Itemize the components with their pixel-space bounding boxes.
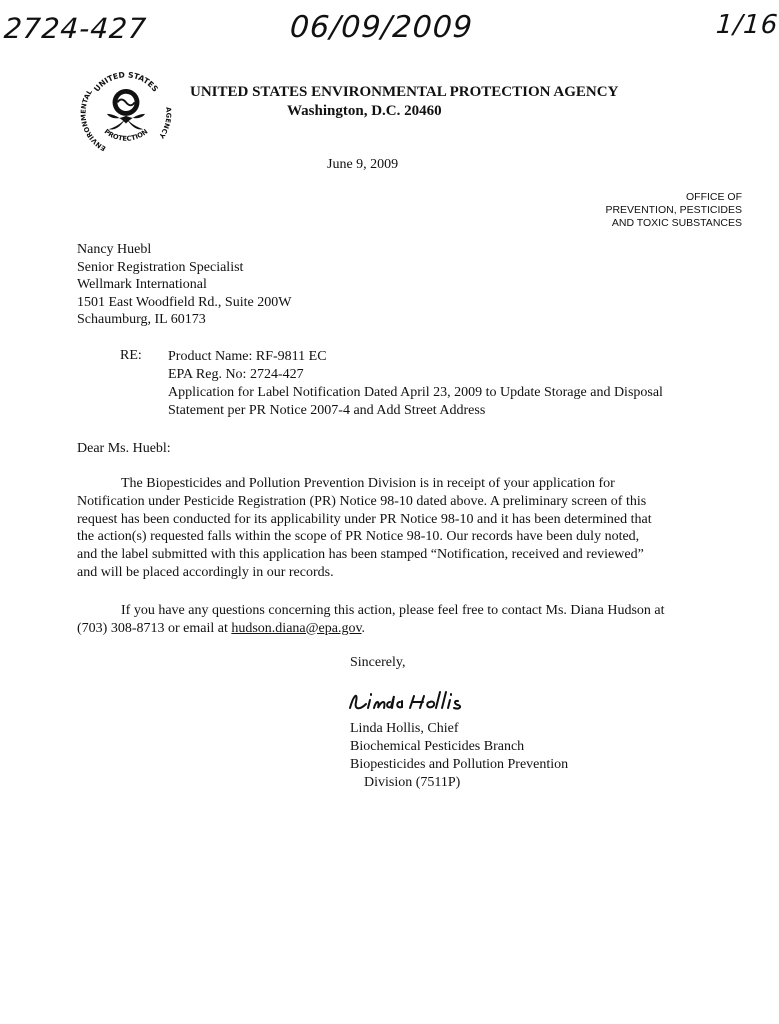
recipient-address xyxy=(77,241,291,329)
contact-phone-text: (703) 308-8713 or email at xyxy=(77,620,232,636)
re-line: EPA Reg. No: 2724-427 xyxy=(168,367,304,382)
letter-date: June 9, 2009 xyxy=(327,157,399,172)
office-line: AND TOXIC SUBSTANCES xyxy=(611,217,742,229)
re-line: Product Name: RF-9811 EC xyxy=(168,349,327,364)
re-label: RE: xyxy=(120,348,142,363)
re-block xyxy=(168,348,663,420)
signatory-division-code: Division (7511P) xyxy=(364,775,461,790)
seal-text-right: AGENCY xyxy=(157,106,173,140)
body-paragraph-2 xyxy=(77,602,665,638)
handwritten-reg-number: 2724-427 xyxy=(2,12,148,45)
svg-text:AGENCY xyxy=(157,107,173,140)
recipient-company: Wellmark International xyxy=(77,277,207,292)
body-paragraph-1 xyxy=(77,475,652,582)
closing: Sincerely, xyxy=(350,655,406,670)
recipient-city: Schaumburg, IL 60173 xyxy=(77,312,206,327)
signatory-name-title: Linda Hollis, Chief xyxy=(350,721,459,736)
signature-block xyxy=(350,720,568,792)
paragraph-line xyxy=(77,620,665,638)
svg-text:PROTECTION xyxy=(103,128,150,143)
handwritten-date: 06/09/2009 xyxy=(288,10,475,45)
paragraph-line: and the label submitted with this application has been stamped “Notification, received and reviewed” xyxy=(77,547,644,563)
signatory-branch: Biochemical Pesticides Branch xyxy=(350,739,525,754)
signature-image xyxy=(344,688,474,714)
agency-header xyxy=(190,84,630,120)
seal-text-bottom: PROTECTION xyxy=(102,127,150,143)
seal-text-left: ENVIRONMENTAL xyxy=(79,88,108,153)
paragraph-line: and will be placed accordingly in our records. xyxy=(77,564,334,580)
paragraph-line: request has been conducted for its applicability under PR Notice 98-10 and it has been determined that xyxy=(77,511,652,527)
recipient-name: Nancy Huebl xyxy=(77,242,152,257)
agency-location: Washington, D.C. 20460 xyxy=(287,103,442,119)
paragraph-line: If you have any questions concerning this action, please feel free to contact Ms. Diana Hudson at xyxy=(121,603,665,618)
re-line: Application for Label Notification Dated April 23, 2009 to Update Storage and Disposal xyxy=(168,385,663,400)
office-block xyxy=(605,191,742,230)
svg-text:ENVIRONMENTAL xyxy=(79,88,107,153)
seal-text-top: UNITED STATES xyxy=(92,70,160,94)
recipient-title: Senior Registration Specialist xyxy=(77,259,244,275)
agency-name: UNITED STATES ENVIRONMENTAL PROTECTION AGENCY xyxy=(190,84,619,100)
handwritten-page-number: 1/16 xyxy=(714,10,779,40)
period: . xyxy=(361,620,366,636)
email-link[interactable]: hudson.diana@epa.gov xyxy=(231,620,362,636)
office-line: OFFICE OF xyxy=(686,191,742,203)
paragraph-line: the action(s) requested falls within the scope of PR Notice 98-10. Our records have been duly noted, xyxy=(77,529,640,545)
salutation: Dear Ms. Huebl: xyxy=(77,441,171,456)
epa-seal-logo xyxy=(78,64,174,160)
signatory-division: Biopesticides and Pollution Prevention xyxy=(350,757,569,772)
re-line: Statement per PR Notice 2007-4 and Add Street Address xyxy=(168,403,486,418)
paragraph-line: The Biopesticides and Pollution Prevention Division is in receipt of your application for xyxy=(121,476,615,491)
recipient-street: 1501 East Woodfield Rd., Suite 200W xyxy=(77,294,292,310)
office-line: PREVENTION, PESTICIDES xyxy=(605,204,742,216)
paragraph-line: Notification under Pesticide Registration (PR) Notice 98-10 dated above. A preliminary screen of this xyxy=(77,493,647,509)
